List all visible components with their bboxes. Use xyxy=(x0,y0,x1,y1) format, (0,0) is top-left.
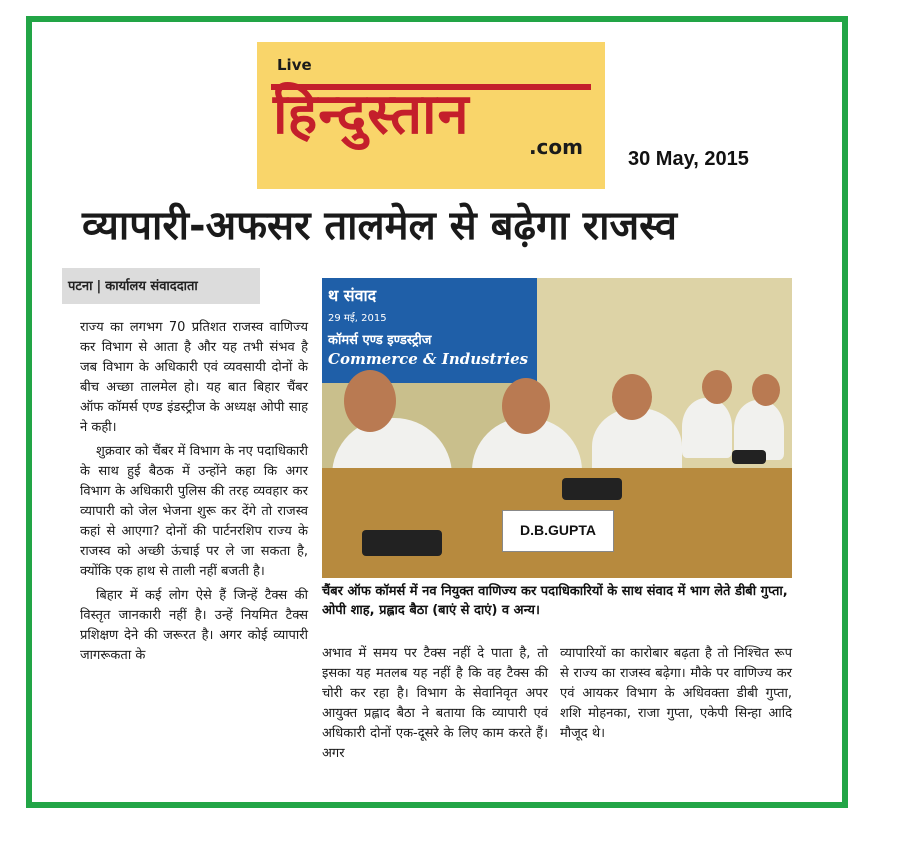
banner-line-1: थ संवाद xyxy=(328,286,377,305)
news-photo xyxy=(322,278,792,578)
person-head xyxy=(344,370,396,432)
paragraph: शुक्रवार को चैंबर में विभाग के नए पदाधिकारी के साथ हुई बैठक में उन्होंने कहा कि अगर विभाग के अधिकारी पुलिस की तरह व्यवहार कर व्यापारी को जेल भेजना शुरू कर देंगे तो राजस्व कहां से आएगा? दोनों की पार्टनरशिप राज्य के राजस्व को अच्छी ऊंचाई पर ले जा सकता है, क्योंकि एक हाथ से ताली नहीं बजती है। xyxy=(80,444,308,579)
microphone xyxy=(732,450,766,464)
banner-line-4: Commerce & Industries xyxy=(328,350,529,368)
paragraph: राज्य का लगभग 70 प्रतिशत राजस्व वाणिज्य कर विभाग से आता है और यह तभी संभव है जब विभाग के अधिकारी एवं व्यवसायी दोनों के बीच अच्छा तालमेल हो। यह बात बिहार चैंबर ऑफ कॉमर्स एण्ड इंडस्ट्रीज के अध्यक्ष ओपी साह ने कही। xyxy=(80,320,308,435)
paragraph: व्यापारियों का कारोबार बढ़ता है तो निश्चित रूप से राज्य का राजस्व बढ़ेगा। मौके पर वाणिज्य कर एवं आयकर विभाग के अधिवक्ता डीबी गुप्ता, शशि मोहनका, राजा गुप्ता, एकेपी सिन्हा आदि मौजूद थे। xyxy=(560,646,792,741)
person-silhouette xyxy=(682,398,732,458)
microphone xyxy=(562,478,622,500)
banner-line-3: कॉमर्स एण्ड इण्डस्ट्रीज xyxy=(328,333,432,348)
byline-reporter: कार्यालय संवाददाता xyxy=(105,279,198,294)
person-head xyxy=(702,370,732,404)
paragraph: बिहार में कई लोग ऐसे हैं जिन्हें टैक्स की विस्तृत जानकारी नहीं है। उन्हें नियमित टैक्स प्रशिक्षण देने की जरूरत है। अगर कोई व्यापारी जागरूकता के xyxy=(80,588,308,663)
person-head xyxy=(612,374,652,420)
masthead-logo xyxy=(257,42,605,189)
headline: व्यापारी-अफसर तालमेल से बढ़ेगा राजस्व xyxy=(82,203,677,249)
photo-caption: चैंबर ऑफ कॉमर्स में नव नियुक्त वाणिज्य कर पदाधिकारियों के साथ संवाद में भाग लेते डीबी गुप्ता, ओपी शाह, प्रह्लाद बैठा (बाएं से दाएं) व अन्य। xyxy=(322,584,788,618)
publication-date: 30 May, 2015 xyxy=(628,148,749,170)
article-column-1 xyxy=(80,318,308,670)
logo-dotcom: .com xyxy=(528,135,583,159)
photo-banner xyxy=(322,278,537,383)
byline-place: पटना xyxy=(68,279,93,294)
nameplate: D.B.GUPTA xyxy=(502,510,614,552)
logo-name: हिन्दुस्तान xyxy=(273,82,470,147)
person-head xyxy=(752,374,780,406)
byline-separator: | xyxy=(96,279,102,294)
article-column-2 xyxy=(322,644,548,768)
person-head xyxy=(502,378,550,434)
paragraph: अभाव में समय पर टैक्स नहीं दे पाता है, तो इसका यह मतलब यह नहीं है कि वह टैक्स की चोरी कर रहा है। विभाग के सेवानिवृत अपर आयुक्त प्रह्लाद बैठा ने बताया कि व्यापारी एवं अधिकारी दोनों एक-दूसरे के लिए काम करते हैं। अगर xyxy=(322,646,548,761)
byline xyxy=(62,268,260,304)
logo-live-text: Live xyxy=(277,56,312,74)
article-column-3 xyxy=(560,644,792,748)
banner-line-2: 29 मई, 2015 xyxy=(328,313,387,324)
microphone xyxy=(362,530,442,556)
